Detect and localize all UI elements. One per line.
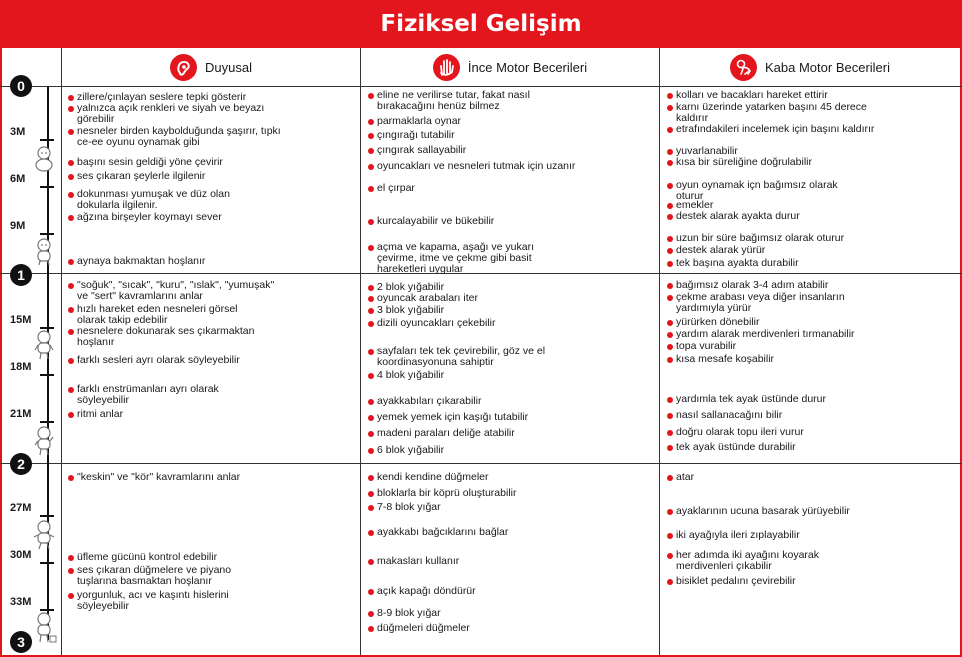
divider xyxy=(0,463,962,464)
list-item: makasları kullanır xyxy=(368,556,588,567)
list-item: atar xyxy=(667,472,887,483)
list-item: tek başına ayakta durabilir xyxy=(667,258,887,269)
list-item: oyun oynamak içn bağımsız olarak oturur xyxy=(667,180,867,202)
list-item: 3 blok yığabilir xyxy=(368,305,588,316)
list-item: yardım alarak merdivenleri tırmanabilir xyxy=(667,329,907,340)
baby-illustration-icon xyxy=(33,146,55,177)
list-item: emekler xyxy=(667,200,887,211)
divider xyxy=(360,48,361,655)
list-item: oyuncak arabaları iter xyxy=(368,293,588,304)
list-item: üfleme gücünü kontrol edebilir xyxy=(68,552,288,563)
baby-illustration-icon xyxy=(33,330,55,365)
list-item: ses çıkaran şeylerle ilgilenir xyxy=(68,171,288,182)
month-label: 30M xyxy=(10,549,32,561)
list-item: ritmi anlar xyxy=(68,409,288,420)
list-item: yürürken dönebilir xyxy=(667,317,887,328)
list-item: düğmeleri düğmeler xyxy=(368,623,588,634)
list-item: yalnızca açık renkleri ve siyah ve beyazı görebilir xyxy=(68,103,283,125)
month-tick xyxy=(40,609,54,611)
list-item: zillere/çınlayan seslere tepki gösterir xyxy=(68,92,288,103)
list-item: doğru olarak topu ileri vurur xyxy=(667,427,887,438)
list-item: bisiklet pedalını çevirebilir xyxy=(667,576,887,587)
list-item: parmaklarla oynar xyxy=(368,116,588,127)
list-item: madeni paraları deliğe atabilir xyxy=(368,428,588,439)
month-label: 15M xyxy=(10,314,32,326)
month-label: 6M xyxy=(10,173,26,185)
month-label: 27M xyxy=(10,502,32,514)
list-item: kendi kendine düğmeler xyxy=(368,472,588,483)
month-label: 21M xyxy=(10,408,32,420)
list-item: kurcalayabilir ve bükebilir xyxy=(368,216,588,227)
list-item: 4 blok yığabilir xyxy=(368,370,588,381)
year-marker-0: 0 xyxy=(10,75,32,97)
month-label: 33M xyxy=(10,596,32,608)
list-item: oyuncakları ve nesneleri tutmak için uzanır xyxy=(368,161,588,172)
list-item: yuvarlanabilir xyxy=(667,146,887,157)
list-item: 8-9 blok yığar xyxy=(368,608,588,619)
list-item: eline ne verilirse tutar, fakat nasıl bırakacağını henüz bilmez xyxy=(368,90,568,112)
list-item: etrafındakileri incelemek için başını kaldırır xyxy=(667,124,887,135)
list-item: "soğuk", "sıcak", "kuru", "ıslak", "yumuşak" ve "sert" kavramlarını anlar xyxy=(68,280,283,302)
list-item: 2 blok yığabilir xyxy=(368,282,588,293)
list-item: uzun bir süre bağımsız olarak oturur xyxy=(667,233,907,244)
column-header-label: Duyusal xyxy=(205,59,252,75)
list-item: farklı sesleri ayrı olarak söyleyebilir xyxy=(68,355,288,366)
crawling-baby-icon xyxy=(730,54,757,81)
list-item: bloklarla bir köprü oluşturabilir xyxy=(368,488,588,499)
list-item: nesnelere dokunarak ses çıkarmaktan hoşlanır xyxy=(68,326,288,348)
month-tick xyxy=(40,515,54,517)
list-item: çıngırağı tutabilir xyxy=(368,130,588,141)
list-item: açık kapağı döndürür xyxy=(368,586,588,597)
list-item: sayfaları tek tek çevirebilir, göz ve el koordinasyonuna sahiptir xyxy=(368,346,588,368)
baby-illustration-icon xyxy=(33,426,55,461)
month-label: 9M xyxy=(10,220,26,232)
year-marker-3: 3 xyxy=(10,631,32,653)
list-item: aynaya bakmaktan hoşlanır xyxy=(68,256,288,267)
list-item: kolları ve bacakları hareket ettirir xyxy=(667,90,887,101)
divider xyxy=(61,48,62,655)
list-item: ayakkabıları çıkarabilir xyxy=(368,396,588,407)
list-item: dizili oyuncakları çekebilir xyxy=(368,318,588,329)
list-item: çıngırak sallayabilir xyxy=(368,145,588,156)
list-item: topa vurabilir xyxy=(667,341,887,352)
list-item: 7-8 blok yığar xyxy=(368,502,588,513)
list-item: tek ayak üstünde durabilir xyxy=(667,442,887,453)
list-item: el çırpar xyxy=(368,183,588,194)
list-item: bağımsız olarak 3-4 adım atabilir xyxy=(667,280,887,291)
month-tick xyxy=(40,421,54,423)
list-item: kısa bir süreliğine doğrulabilir xyxy=(667,157,887,168)
list-item: karnı üzerinde yatarken başını 45 derece kaldırır xyxy=(667,102,867,124)
column-header-label: Kaba Motor Becerileri xyxy=(765,59,890,75)
list-item: yemek yemek için kaşığı tutabilir xyxy=(368,412,588,423)
list-item: destek alarak ayakta durur xyxy=(667,211,887,222)
column-header-duyusal xyxy=(62,52,360,82)
month-tick xyxy=(40,327,54,329)
list-item: yardımla tek ayak üstünde durur xyxy=(667,394,887,405)
list-item: farklı enstrümanları ayrı olarak söyleyebilir xyxy=(68,384,268,406)
page-title: Fiziksel Gelişim xyxy=(0,0,962,48)
list-item: nesneler birden kaybolduğunda şaşırır, tıpkı ce-ee oyunu oynamak gibi xyxy=(68,126,288,148)
column-header-label: İnce Motor Becerileri xyxy=(467,59,588,75)
list-item: ağzına birşeyler koymayı sever xyxy=(68,212,288,223)
list-item: başını sesin geldiği yöne çevirir xyxy=(68,157,288,168)
column-header-ince-motor xyxy=(361,52,659,82)
month-label: 3M xyxy=(10,126,26,138)
list-item: yorgunluk, acı ve kaşıntı hislerini söyleyebilir xyxy=(68,590,268,612)
list-item: ayaklarının ucuna basarak yürüyebilir xyxy=(667,506,907,517)
year-marker-2: 2 xyxy=(10,453,32,475)
list-item: her adımda iki ayağını koyarak merdivenleri çıkabilir xyxy=(667,550,857,572)
month-tick xyxy=(40,562,54,564)
list-item: destek alarak yürür xyxy=(667,245,887,256)
list-item: iki ayağıyla ileri zıplayabilir xyxy=(667,530,887,541)
list-item: kısa mesafe koşabilir xyxy=(667,354,887,365)
year-marker-1: 1 xyxy=(10,264,32,286)
month-tick xyxy=(40,186,54,188)
list-item: ses çıkaran düğmelere ve piyano tuşlarına basmaktan hoşlanır xyxy=(68,565,268,587)
list-item: nasıl sallanacağını bilir xyxy=(667,410,887,421)
divider xyxy=(659,48,660,655)
month-tick xyxy=(40,233,54,235)
column-header-kaba-motor xyxy=(660,52,960,82)
month-tick xyxy=(40,139,54,141)
list-item: "keskin" ve "kör" kavramlarını anlar xyxy=(68,472,298,483)
baby-illustration-icon xyxy=(33,520,55,555)
list-item: çekme arabası veya diğer insanların yardımıyla yürür xyxy=(667,292,867,314)
hand-icon xyxy=(433,54,460,81)
baby-illustration-icon xyxy=(33,238,55,271)
month-tick xyxy=(40,374,54,376)
list-item: ayakkabı bağcıklarını bağlar xyxy=(368,527,588,538)
divider xyxy=(0,86,962,87)
month-label: 18M xyxy=(10,361,32,373)
list-item: açma ve kapama, aşağı ve yukarı çevirme, itme ve çekme gibi basit hareketleri uygular xyxy=(368,242,568,275)
baby-illustration-icon xyxy=(33,612,57,649)
ear-icon xyxy=(170,54,197,81)
list-item: dokunması yumuşak ve düz olan dokularla ilgilenir. xyxy=(68,189,268,211)
list-item: hızlı hareket eden nesneleri görsel olarak takip edebilir xyxy=(68,304,268,326)
list-item: 6 blok yığabilir xyxy=(368,445,588,456)
